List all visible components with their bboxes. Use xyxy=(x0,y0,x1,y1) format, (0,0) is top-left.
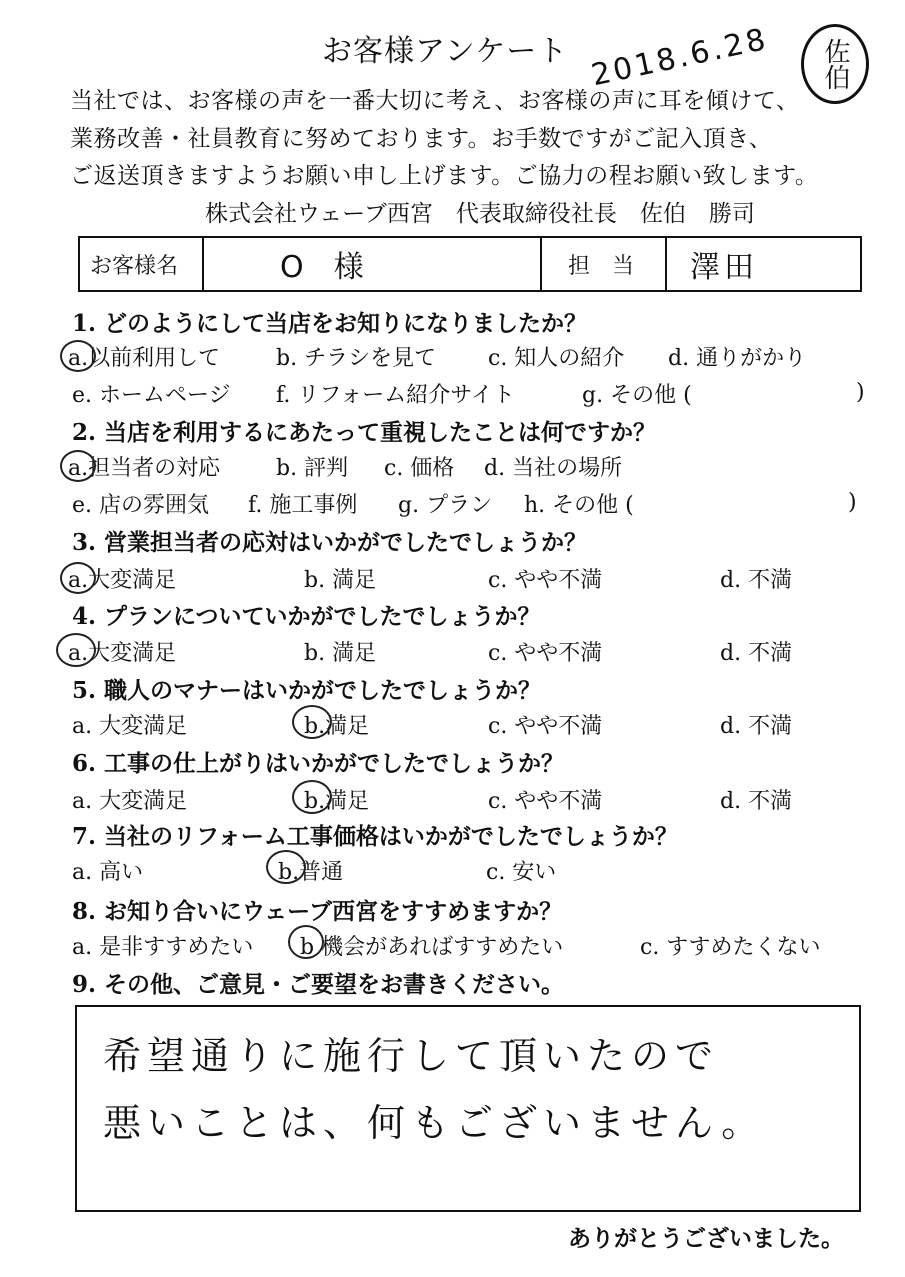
answer-circle xyxy=(56,633,96,667)
seal-text: 佐伯 xyxy=(820,38,850,90)
answer-circle xyxy=(292,705,332,739)
q1-option-a: a.以前利用して xyxy=(68,346,221,371)
answer-circle xyxy=(288,925,324,959)
question-8: 8. お知り合いにウェーブ西宮をすすめますか？ xyxy=(72,898,563,925)
answer-circle xyxy=(60,340,96,372)
comment-box xyxy=(75,1005,861,1212)
intro-line-3: ご返送頂きますようお願い申し上げます。ご協力の程お願い致します。 xyxy=(70,163,819,189)
customer-name-label: お客様名 xyxy=(90,253,179,279)
thank-you-text: ありがとうございました。 xyxy=(568,1225,844,1252)
q8-option-b: b 機会があればすすめたい xyxy=(300,935,564,960)
intro-line-2: 業務改善・社員教育に努めております。お手数ですがご記入頂き、 xyxy=(70,126,773,152)
answer-circle xyxy=(266,850,306,884)
question-9: 9. その他、ご意見・ご要望をお書きください。 xyxy=(72,971,565,998)
intro-line-1: 当社では、お客様の声を一番大切に考え、お客様の声に耳を傾けて、 xyxy=(70,88,800,114)
q6-option-d: d. 不満 xyxy=(720,789,793,814)
staff-value: 澤田 xyxy=(690,250,758,285)
q2-option-f: f. 施工事例 xyxy=(248,493,358,518)
q2-option-h: h. その他 ( xyxy=(524,493,634,518)
q4-option-c: c. やや不満 xyxy=(488,641,603,666)
q3-option-c: c. やや不満 xyxy=(488,568,603,593)
seal-stamp xyxy=(801,24,869,104)
q1-option-c: c. 知人の紹介 xyxy=(488,346,625,371)
question-2: 2. 当店を利用するにあたって重視したことは何ですか？ xyxy=(72,419,657,446)
question-6: 6. 工事の仕上がりはいかがでしたでしょうか？ xyxy=(72,750,565,777)
q2-option-g: g. プラン xyxy=(398,493,493,518)
q5-option-d: d. 不満 xyxy=(720,714,793,739)
q6-option-c: c. やや不満 xyxy=(488,789,603,814)
answer-circle xyxy=(292,780,332,814)
q7-option-b: b.普通 xyxy=(278,860,344,885)
question-1: 1. どのようにして当店をお知りになりましたか？ xyxy=(72,310,588,337)
comment-line-1: 希望通りに施行して頂いたので xyxy=(103,1034,720,1078)
q1-close-paren: ) xyxy=(856,380,865,405)
q5-option-b: b.満足 xyxy=(304,714,370,739)
q1-option-g: g. その他 ( xyxy=(582,383,692,408)
q1-option-f: f. リフォーム紹介サイト xyxy=(276,383,515,408)
answer-circle xyxy=(60,450,96,482)
q1-option-b: b. チラシを見て xyxy=(276,346,437,371)
handwritten-date: 2018.6.28 xyxy=(588,21,772,94)
q5-option-a: a. 大変満足 xyxy=(72,714,188,739)
q4-option-a: a.大変満足 xyxy=(68,641,177,666)
question-4: 4. プランについていかがでしたでしょうか？ xyxy=(72,603,541,630)
customer-name-value: O 様 xyxy=(280,250,364,285)
q7-option-c: c. 安い xyxy=(486,860,557,885)
q6-option-a: a. 大変満足 xyxy=(72,789,188,814)
answer-circle xyxy=(60,562,96,594)
q2-option-c: c. 価格 xyxy=(384,456,455,481)
q2-option-b: b. 評判 xyxy=(276,456,349,481)
staff-label: 担 当 xyxy=(568,253,635,279)
q1-option-d: d. 通りがかり xyxy=(668,346,807,371)
q2-close-paren: ) xyxy=(848,490,857,515)
customer-info-table xyxy=(78,236,862,292)
question-3: 3. 営業担当者の応対はいかがでしたでしょうか？ xyxy=(72,529,588,556)
q2-option-e: e. 店の雰囲気 xyxy=(72,493,210,518)
q3-option-b: b. 満足 xyxy=(304,568,377,593)
q2-option-d: d. 当社の場所 xyxy=(484,456,623,481)
q1-option-e: e. ホームページ xyxy=(72,383,231,408)
q3-option-d: d. 不満 xyxy=(720,568,793,593)
q8-option-a: a. 是非すすめたい xyxy=(72,935,254,960)
q4-option-b: b. 満足 xyxy=(304,641,377,666)
question-5: 5. 職人のマナーはいかがでしたでしょうか？ xyxy=(72,677,542,704)
q3-option-a: a.大変満足 xyxy=(68,568,177,593)
company-signature: 株式会社ウェーブ西宮 代表取締役社長 佐伯 勝司 xyxy=(205,201,755,227)
q2-option-a: a.担当者の対応 xyxy=(68,456,221,481)
q7-option-a: a. 高い xyxy=(72,860,144,885)
comment-line-2: 悪いことは、何もございません。 xyxy=(103,1101,766,1145)
question-7: 7. 当社のリフォーム工事価格はいかがでしたでしょうか？ xyxy=(72,823,678,850)
page-title: お客様アンケート xyxy=(322,34,569,69)
q8-option-c: c. すすめたくない xyxy=(640,935,821,960)
q4-option-d: d. 不満 xyxy=(720,641,793,666)
q5-option-c: c. やや不満 xyxy=(488,714,603,739)
q6-option-b: b.満足 xyxy=(304,789,370,814)
